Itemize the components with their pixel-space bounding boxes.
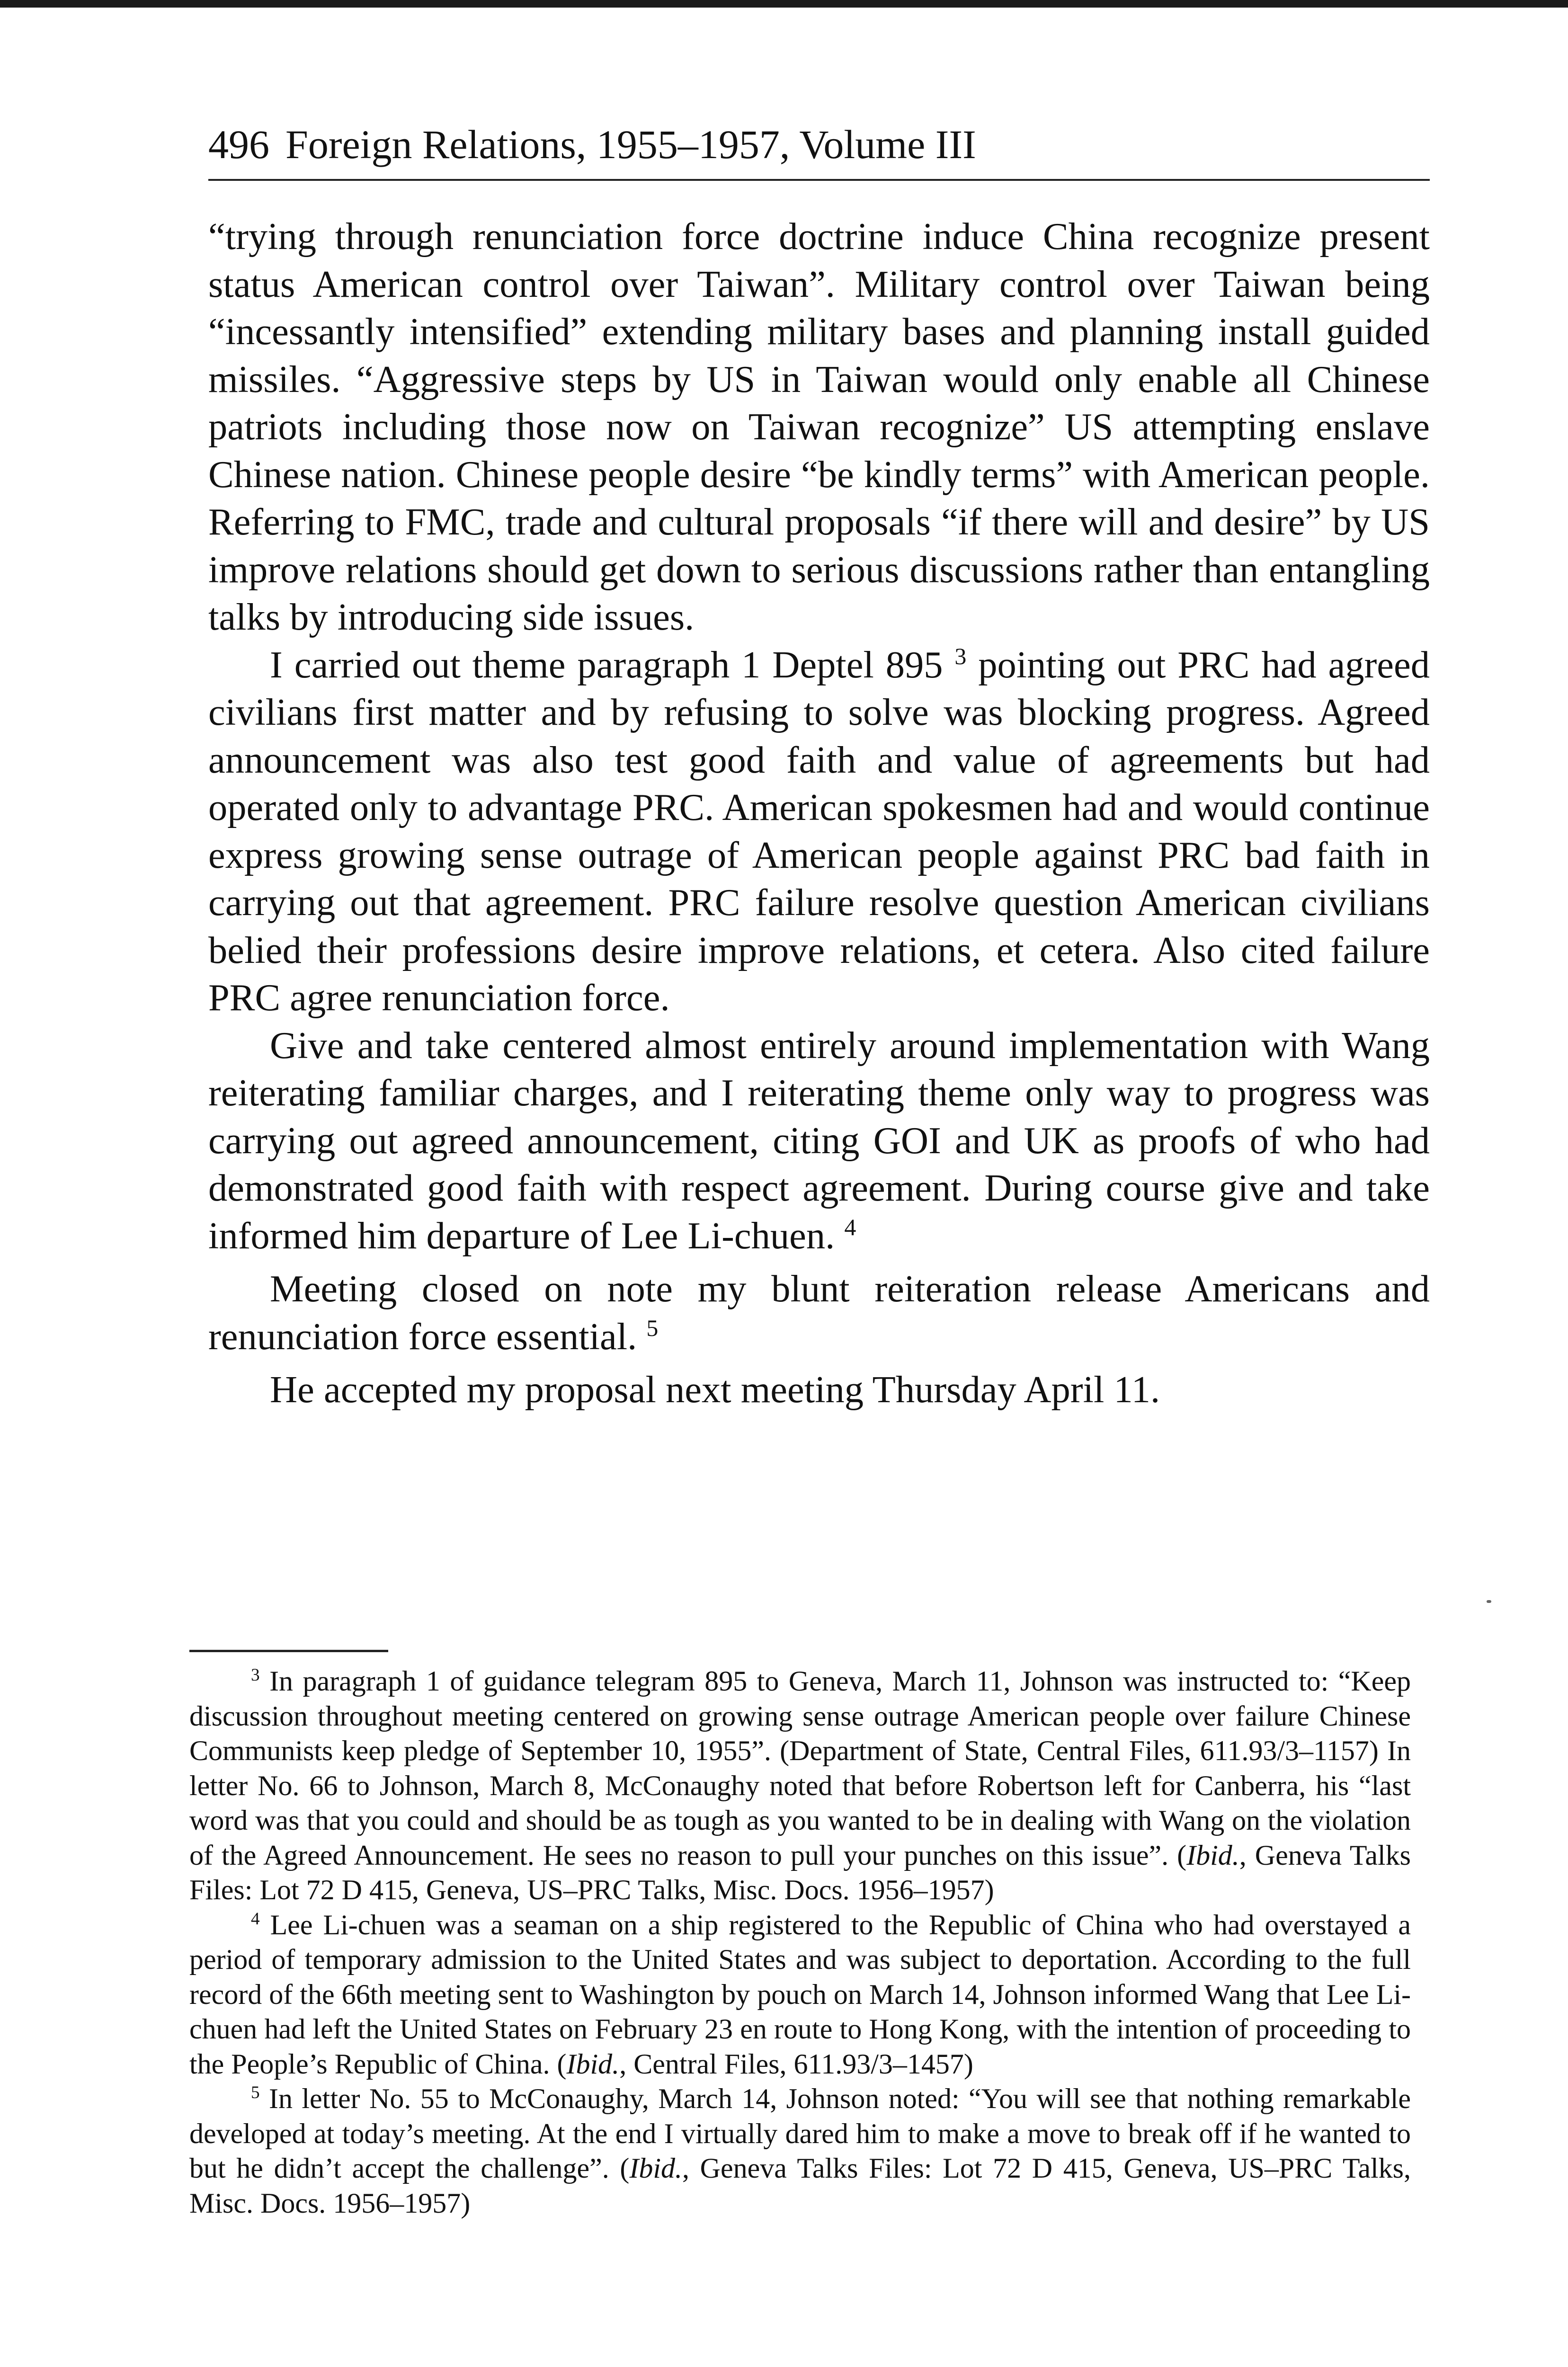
paragraph-4: Meeting closed on note my blunt reiteration release Americans and renunciation force essential. $^5$ <box>208 1268 1430 1358</box>
footnote-rule <box>189 1650 388 1652</box>
footnote-5: $^5$ In letter No. 55 to McConaughy, March 14, Johnson noted: “You will see that nothing remarkable developed at today’s meeting. At the end I virtually dared him to make a move to break off if he wanted to but he didn’t accept the challenge”. (Ibid., Geneva Talks Files: Lot 72 D 415, Geneva, US–PRC Talks, Misc. Docs. 1956–1957) <box>189 2083 1411 2219</box>
footnote-marker: 5 <box>251 2083 260 2102</box>
header-rule <box>208 179 1430 181</box>
footnote-ref-4: 4 <box>844 1214 856 1240</box>
footnote-4: $^4$ Lee Li-chuen was a seaman on a ship registered to the Republic of China who had overstayed a period of temporary admission to the United States and was subject to deportation. According to the full record of the 66th meeting sent to Washington by pouch on March 14, Johnson informed Wang that Lee Li-chuen had left the United States on February 23 en route to Hong Kong, with the intention of proceeding to the People’s Republic of China. (Ibid., Central Files, 611.93/3–1457) <box>189 1909 1411 2080</box>
running-header <box>208 109 1430 180</box>
footnote-marker: 3 <box>251 1665 260 1685</box>
footnote-ref-3: 3 <box>954 643 967 669</box>
paragraph-1: “trying through renunciation force doctrine induce China recognize present status American control over Taiwan”. Military control over Taiwan being “incessantly intensified” extending military bases and planning install guided missiles. “Aggressive steps by US in Taiwan would only enable all Chinese patriots including those now on Taiwan recognize” US attempting enslave Chinese nation. Chinese people desire “be kindly terms” with American people. Referring to FMC, trade and cultural proposals “if there will and desire” by US improve relations should get down to serious discussions rather than entangling talks by introducing side issues. <box>208 215 1430 638</box>
running-title: Foreign Relations, 1955–1957, Volume III <box>285 122 976 167</box>
footnote-3: $^3$ In paragraph 1 of guidance telegram 895 to Geneva, March 11, Johnson was instructed to: “Keep discussion throughout meeting centered on growing sense outrage American people over failure Chinese Communists keep pledge of September 10, 1955”. (Department of State, Central Files, 611.93/3–1157) In letter No. 66 to Johnson, March 8, McConaughy noted that before Robertson left for Canberra, his “last word was that you could and should be as tough as you wanted to be in dealing with Wang on the violation of the Agreed Announcement. He sees no reason to pull your punches on this issue”. (Ibid., Geneva Talks Files: Lot 72 D 415, Geneva, US–PRC Talks, Misc. Docs. 1956–1957) <box>189 1665 1411 1905</box>
footnote-ref-5: 5 <box>646 1315 659 1341</box>
page-number: 496 <box>208 122 269 167</box>
scan-top-edge <box>0 0 1568 8</box>
paragraph-3: Give and take centered almost entirely around implementation with Wang reiterating familiar charges, and I reiterating theme only way to progress was carrying out agreed announcement, citing GOI and UK as proofs of who had demonstrated good faith with respect agreement. During course give and take informed him departure of Lee Li-chuen. $^4$ <box>208 1024 1430 1257</box>
paragraph-2: I carried out theme paragraph 1 Deptel 895 $^3$ pointing out PRC had agreed civilians first matter and by refusing to solve was blocking progress. Agreed announcement was also test good faith and value of agreements but had operated only to advantage PRC. American spokesmen had and would continue express growing sense outrage of American people against PRC bad faith in carrying out that agreement. PRC failure resolve question American civilians belied their professions desire improve relations, et cetera. Also cited failure PRC agree renunciation force. <box>208 643 1430 1019</box>
scan-speck <box>1487 1600 1491 1603</box>
body-text <box>208 213 1430 1414</box>
footnotes <box>189 1664 1411 2221</box>
footnote-marker: 4 <box>251 1909 260 1929</box>
paragraph-5: He accepted my proposal next meeting Thursday April 11. <box>270 1369 1160 1411</box>
